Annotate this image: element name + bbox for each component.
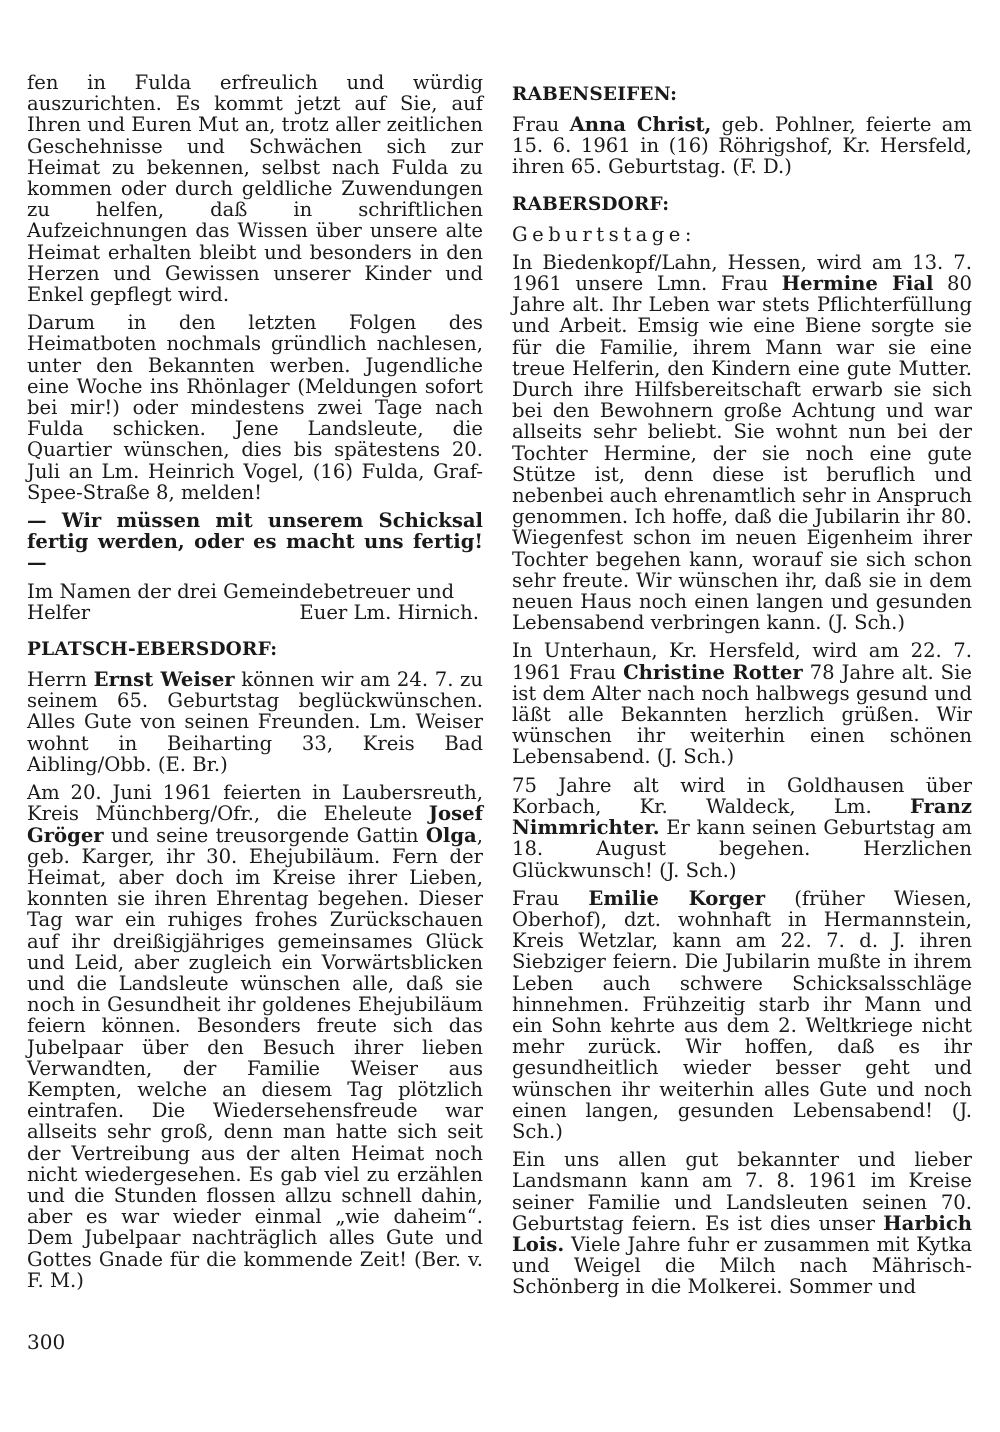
entry-fial-post: 80 Jahre alt. Ihr Leben war stets Pflichterfüllung und Arbeit. Emsig wie eine Biene sorgte sie für die Familie, ihrem Mann war sie eine treue Helferin, den Kindern eine gute Mutter. Durch ihre Hilfsbereitschaft erwarb sie sich bei den Bewohnern große Achtung und war allseits sehr beliebt. Sie wohnt nun bei der Tochter Hermine, der sie noch eine gute Stütze ist, denn diese ist beruflich und nebenbei auch ehrenamtlich sehr in Anspruch genommen. Ich hoffe, daß die Jubilarin ihr 80. Wiegenfest schon im neuen Eigenheim ihrer Tochter begehen kann, worauf sie sich schon sehr freute. Wir wünschen ihr, daß sie in dem neuen Haus noch einen langen und gesunden Lebensabend verbringen kann. (J. Sch.) [512, 272, 972, 635]
entry-christ [512, 114, 972, 178]
entry-nimmrichter-post: Er kann seinen Geburtstag am 18. August begehen. Herzlichen Glückwunsch! (J. Sch.) [512, 816, 972, 882]
entry-groeger-name1: Josef Gröger [27, 802, 483, 847]
heading-platsch-ebersdorf: PLATSCH-EBERSDORF: [27, 639, 278, 661]
right-column [512, 84, 972, 1305]
entry-groeger-post: , geb. Karger, ihr 30. Ehejubiläum. Fern der Heimat, aber doch im Kreise ihrer Lieben, konnten sie ihren Ehrentag begehen. Dieser Tag war ein ruhiges frohes Zurückschauen auf ihr dreißigjähriges gemeinsames Glück und Leid, aber zugleich ein Vorwärtsblicken und die Landsleute wünschen alle, daß sie noch in Gesundheit ihr goldenes Ehejubiläum feiern können. Besonders freute sich das Jubelpaar über den Besuch ihrer lieben Verwandten, der Familie Weiser aus Kempten, welche an diesem Tag plötzlich eintrafen. Die Wiedersehensfreude war allseits sehr groß, denn man hatte sich seit der Vertreibung aus der alten Heimat noch nicht wiedergesehen. Es gab viel zu erzählen und die Stunden flossen allzu schnell dahin, aber es war wieder einmal „wie daheim“. Dem Jubelpaar nachträglich alles Gute und Gottes Gnade für die kommende Zeit! (Ber. v. F. M.) [27, 823, 483, 1292]
entry-rotter-pre: In Unterhaun, Kr. Hersfeld, wird am 22. 7. 1961 Frau [512, 639, 972, 684]
entry-harbich-post: Viele Jahre fuhr er zusammen mit Kytka und Weigel die Milch nach Mährisch-Schönberg in die Molkerei. Sommer und [512, 1232, 972, 1299]
entry-fial-pre: In Biedenkopf/Lahn, Hessen, wird am 13. 7. 1961 unsere Lmn. Frau [512, 250, 972, 296]
entry-korger-pre: Frau [512, 886, 589, 910]
subheading-geburtstage: Geburtstage: [512, 222, 696, 246]
entry-nimmrichter-pre: 75 Jahre alt wird in Goldhausen über Korbach, Kr. Waldeck, Lm. [512, 773, 972, 818]
entry-weiser-name: Ernst Weiser [93, 668, 235, 692]
entry-korger-name: Emilie Korger [588, 886, 766, 910]
entry-rotter-post: 78 Jahre alt. Sie ist dem Alter nach noch halbwegs gesund und läßt alle Bekannten herzlich grüßen. Wir wünschen ihr weiterhin einen schönen Lebensabend. (J. Sch.) [512, 660, 972, 769]
entry-fial-name: Hermine Fial [781, 272, 934, 296]
left-column [27, 72, 483, 1298]
page-number: 300 [27, 1330, 66, 1354]
entry-groeger [27, 782, 483, 1291]
entry-nimmrichter-name: Franz Nimmrichter. [512, 794, 972, 840]
entry-rotter-name: Christine Rotter [623, 660, 803, 684]
heading-rabersdorf: RABERSDORF: [512, 193, 670, 215]
entry-christ-post: geb. Pohlner, feierte am 15. 6. 1961 in (16) Röhrigshof, Kr. Hersfeld, ihren 65. Geburtstag. (F. D.) [512, 113, 972, 179]
entry-christ-pre: Frau [512, 113, 570, 136]
entry-christ-name: Anna Christ, [569, 113, 712, 136]
entry-harbich [512, 1149, 972, 1297]
entry-korger-post: (früher Wiesen, Oberhof), dzt. wohnhaft in Hermannstein, Kreis Wetzlar, kann am 22. 7. d. J. ihren Siebziger feiern. Die Jubilarin mußte in ihrem Leben auch schwere Schicksalsschläge hinnehmen. Frühzeitig starb ihr Mann und ein Sohn kehrte aus dem 2. Weltkriege nicht mehr zurück. Wir hoffen, daß es ihr gesundheitlich wieder besser geht und wünschen ihr weiterhin alles Gute und noch einen langen, gesunden Lebensabend! (J. Sch.) [512, 886, 972, 1143]
entry-korger [512, 888, 972, 1142]
entry-harbich-pre: Ein uns allen gut bekannter und lieber Landsmann kann am 7. 8. 1961 im Kreise seiner Familie und Landsleuten seinen 70. Geburtstag feiern. Es ist dies unser [512, 1148, 972, 1235]
entry-groeger-name2: Olga [425, 823, 477, 847]
intro-paragraph-2: Darum in den letzten Folgen des Heimatboten nochmals gründlich nachlesen, unter den Bekannten werben. Jugendliche eine Woche ins Rhönlager (Meldungen sofort bei mir!) oder mindestens zwei Tage nach Fulda schicken. Jene Landsleute, die Quartier wünschen, dies bis spätestens 20. Juli an Lm. Heinrich Vogel, (16) Fulda, Graf-Spee-Straße 8, melden! [27, 311, 483, 504]
intro-paragraph-1: fen in Fulda erfreulich und würdig auszurichten. Es kommt jetzt auf Sie, auf Ihren und Euren Mut an, trotz aller zeitlichen Geschehnisse und Schwächen sich zur Heimat zu bekennen, selbst nach Fulda zu kommen oder durch geldliche Zuwendungen zu helfen, daß in schriftlichen Aufzeichnungen das Wissen über unsere alte Heimat erhalten bleibt und besonders in den Herzen und Gewissen unserer Kinder und Enkel gepflegt wird. [27, 71, 483, 307]
heading-rabenseifen: RABENSEIFEN: [512, 84, 678, 105]
closing-left: Helfer [27, 600, 91, 624]
entry-weiser-post: können wir am 24. 7. zu seinem 65. Geburtstag beglückwünschen. Alles Gute von seinen Freunden. Lm. Weiser wohnt in Beiharting 33, Kreis Bad Aibling/Obb. (E. Br.) [27, 668, 483, 776]
motto: — Wir müssen mit unserem Schicksal fertig werden, oder es macht uns fertig! — [27, 509, 483, 575]
entry-fial [512, 252, 972, 634]
closing-line: Im Namen der drei Gemeindebetreuer und [27, 579, 455, 603]
signature-line [27, 602, 483, 623]
entry-groeger-mid: und seine treusorgende Gattin [103, 823, 426, 847]
entry-nimmrichter [512, 775, 972, 881]
entry-rotter [512, 640, 972, 767]
entry-weiser-pre: Herrn [27, 668, 94, 692]
entry-weiser [27, 669, 483, 775]
entry-groeger-pre: Am 20. Juni 1961 feierten in Laubersreuth, Kreis Münchberg/Ofr., die Eheleute [27, 781, 483, 826]
entry-harbich-name: Harbich Lois. [512, 1211, 972, 1256]
closing-right: Euer Lm. Hirnich. [299, 600, 479, 624]
